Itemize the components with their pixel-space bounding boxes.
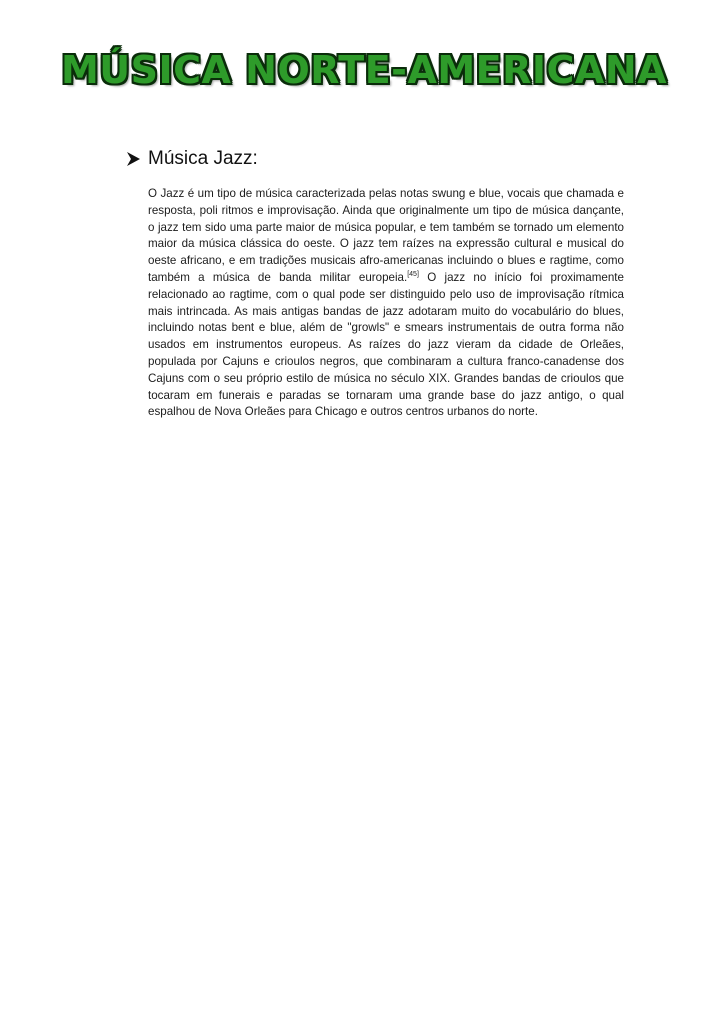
body-paragraph (148, 186, 624, 421)
section-heading: Música Jazz: (148, 148, 258, 169)
page-title: MÚSICA NORTE-AMERICANA (60, 48, 668, 92)
paragraph-part-1: O Jazz é um tipo de música caracterizada pelas notas swung e blue, vocais que chamada e resposta, poli ritmos e improvisação. Ainda que originalmente um tipo de música dançante, o jazz tem sido uma parte maior de música popular, e tem também se tornado um elemento maior da música clássica do oeste. O jazz tem raízes na expressão cultural e musical do oeste africano, e em tradições musicais afro-americanas incluindo o blues e ragtime, como também a música de banda militar europeia. (148, 187, 624, 284)
paragraph-part-2: O jazz no início foi proximamente relacionado ao ragtime, com o qual pode ser distinguido pelo uso de improvisação rítmica mais intrincada. As mais antigas bandas de jazz adotaram muito do vocabulário do blues, incluindo notas bent e blue, além de "growls" e smears instrumentais de outra forma não usados em instrumentos europeus. As raízes do jazz vieram da cidade de Orleães, populada por Cajuns e crioulos negros, que combinaram a cultura franco-canadense dos Cajuns com o seu próprio estilo de música no século XIX. Grandes bandas de crioulos que tocaram em funerais e paradas se tornaram uma grande base do jazz antigo, o qual espalhou de Nova Orleães para Chicago e outros centros urbanos do norte. (148, 270, 624, 419)
citation-marker[interactable]: [45] (407, 270, 419, 278)
section-header (124, 148, 258, 170)
arrow-right-icon (124, 150, 142, 168)
